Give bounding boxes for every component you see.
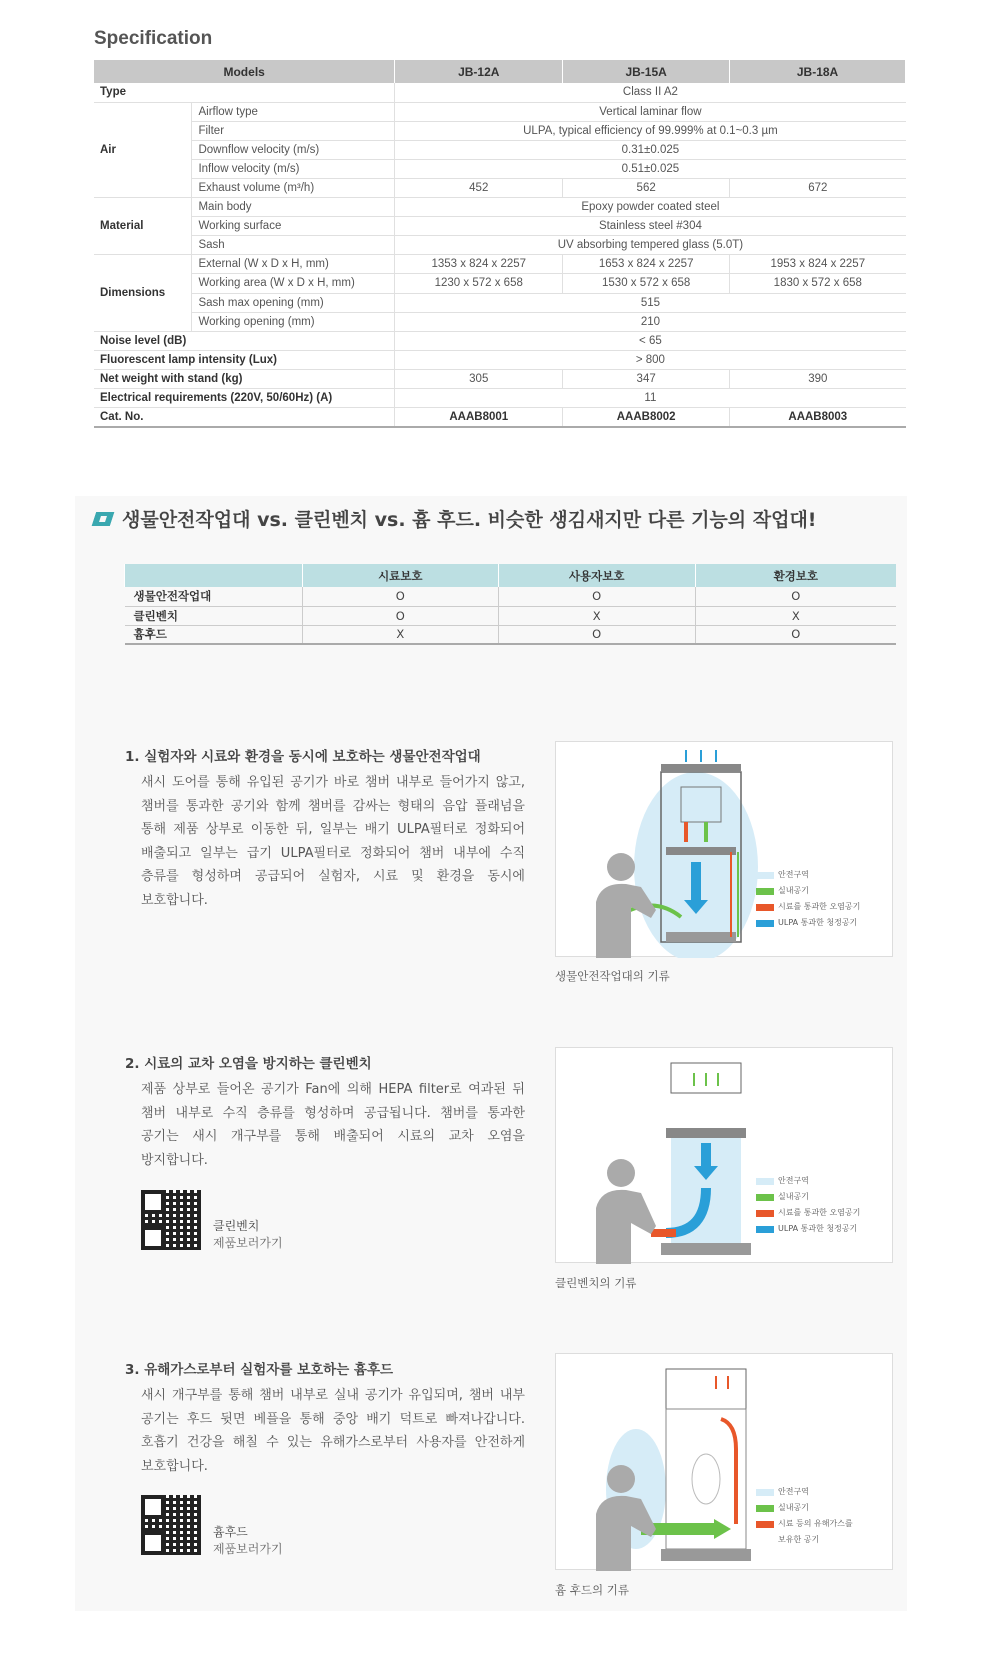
row-value: 1530 x 572 x 658 xyxy=(563,274,730,293)
row-label: Working surface xyxy=(192,217,395,236)
row-value: 1653 x 824 x 2257 xyxy=(563,255,730,274)
room-air-arrow-icon xyxy=(756,1194,774,1201)
group-label: Dimensions xyxy=(94,255,192,331)
row-label: Net weight with stand (kg) xyxy=(94,369,395,388)
section-title: 2. 시료의 교차 오염을 방지하는 클린벤치 xyxy=(125,1056,372,1072)
row-label: Airflow type xyxy=(192,102,395,121)
section-fume-hood xyxy=(125,1358,525,1478)
section-title: 3. 유해가스로부터 실험자를 보호하는 흄후드 xyxy=(125,1362,394,1378)
row-value: > 800 xyxy=(395,350,906,369)
row-value: Vertical laminar flow xyxy=(395,102,906,121)
row-label: Inflow velocity (m/s) xyxy=(192,159,395,178)
bsc-airflow-diagram xyxy=(555,741,893,957)
section-bsc xyxy=(125,745,525,912)
row-value: Class II A2 xyxy=(395,83,906,102)
header-model-2: JB-15A xyxy=(563,60,730,83)
comparison-table xyxy=(124,564,896,645)
section-marker-icon xyxy=(92,512,115,526)
row-value: 11 xyxy=(395,389,906,408)
legend-item xyxy=(756,1516,853,1532)
fume-hood-product-link[interactable] xyxy=(213,1524,283,1558)
row-label: Fluorescent lamp intensity (Lux) xyxy=(94,350,395,369)
section-body: 제품 상부로 들어온 공기가 Fan에 의해 HEPA filter로 여과된 뒤 챔버 내부로 수직 층류를 형성하며 공급됩니다. 챔버를 통과한 공기는 새시 개구부를 통해 배출되어 시료의 교차 오염을 방지합니다. xyxy=(141,1082,525,1168)
row-label: Exhaust volume (m³/h) xyxy=(192,178,395,197)
row-value: 1353 x 824 x 2257 xyxy=(395,255,563,274)
cmp-cell: O xyxy=(498,625,695,644)
contaminated-air-arrow-icon xyxy=(756,904,774,911)
contaminated-air-arrow-icon xyxy=(756,1210,774,1217)
header-model-1: JB-12A xyxy=(395,60,563,83)
legend-label: 실내공기 xyxy=(778,1192,809,1201)
safe-zone-swatch-icon xyxy=(756,1489,774,1496)
clean-air-arrow-icon xyxy=(756,920,774,927)
figure-caption: 생물안전작업대의 기류 xyxy=(555,969,670,983)
legend-item xyxy=(756,1205,860,1221)
legend-item xyxy=(756,883,860,899)
legend-label: 실내공기 xyxy=(778,886,809,895)
cat-no-value: AAAB8003 xyxy=(730,408,906,427)
row-value: < 65 xyxy=(395,331,906,350)
legend-label: 실내공기 xyxy=(778,1503,809,1512)
cat-no-value: AAAB8001 xyxy=(395,408,563,427)
legend-label: 보유한 공기 xyxy=(778,1535,820,1544)
cmp-header-blank xyxy=(125,564,303,587)
qr-code-icon[interactable] xyxy=(141,1495,201,1555)
legend-label: 안전구역 xyxy=(778,1487,809,1496)
legend-item xyxy=(756,1221,860,1237)
row-label: Sash max opening (mm) xyxy=(192,293,395,312)
safe-zone-swatch-icon xyxy=(756,872,774,879)
legend-label: 안전구역 xyxy=(778,1176,809,1185)
clean-air-arrow-icon xyxy=(756,1226,774,1233)
qr-subtitle: 제품보러가기 xyxy=(213,1542,283,1556)
row-value: 562 xyxy=(563,178,730,197)
section-title: 1. 실험자와 시료와 환경을 동시에 보호하는 생물안전작업대 xyxy=(125,749,481,765)
row-label: Type xyxy=(94,83,395,102)
row-value: 0.31±0.025 xyxy=(395,140,906,159)
cmp-cell: X xyxy=(498,606,695,625)
row-label: Main body xyxy=(192,198,395,217)
legend-label: 시료를 통과한 오염공기 xyxy=(778,902,861,911)
cmp-cell: X xyxy=(695,606,896,625)
legend-label: 안전구역 xyxy=(778,870,809,879)
row-value: Epoxy powder coated steel xyxy=(395,198,906,217)
row-label: Electrical requirements (220V, 50/60Hz) (A) xyxy=(94,389,395,408)
legend-item xyxy=(756,1189,860,1205)
legend-label: ULPA 통과한 청정공기 xyxy=(778,1224,858,1233)
cmp-cell: O xyxy=(695,625,896,644)
cmp-cell: O xyxy=(695,587,896,606)
row-value: UV absorbing tempered glass (5.0T) xyxy=(395,236,906,255)
row-value: 515 xyxy=(395,293,906,312)
fume-hood-legend xyxy=(756,1484,853,1548)
figure-caption: 클린벤치의 기류 xyxy=(555,1276,637,1290)
cmp-cell: O xyxy=(302,606,498,625)
cat-no-value: AAAB8002 xyxy=(563,408,730,427)
cmp-header: 시료보호 xyxy=(302,564,498,587)
table-row xyxy=(125,606,897,625)
row-value: ULPA, typical efficiency of 99.999% at 0.1~0.3 µm xyxy=(395,121,906,140)
cmp-row-label: 흄후드 xyxy=(125,625,303,644)
header-models: Models xyxy=(94,60,395,83)
room-air-arrow-icon xyxy=(756,888,774,895)
cmp-cell: O xyxy=(302,587,498,606)
cmp-cell: X xyxy=(302,625,498,644)
room-air-arrow-icon xyxy=(756,1505,774,1512)
row-label: Noise level (dB) xyxy=(94,331,395,350)
row-value: 210 xyxy=(395,312,906,331)
row-label: Cat. No. xyxy=(94,408,395,427)
section-body: 새시 개구부를 통해 챔버 내부로 실내 공기가 유입되며, 챔버 내부 공기는 후드 뒷면 베플을 통해 중앙 배기 덕트로 빠져나갑니다. 호흡기 건강을 해칠 수 있는 유해가스로부터 사용자를 안전하게 보호합니다. xyxy=(141,1388,525,1474)
row-label: Sash xyxy=(192,236,395,255)
figure-caption: 흄 후드의 기류 xyxy=(555,1583,629,1597)
legend-item xyxy=(756,1500,853,1516)
row-value: 390 xyxy=(730,369,906,388)
row-value: 347 xyxy=(563,369,730,388)
row-value: 452 xyxy=(395,178,563,197)
qr-title: 클린벤치 xyxy=(213,1219,260,1233)
fume-hood-airflow-diagram xyxy=(555,1353,893,1570)
clean-bench-legend xyxy=(756,1173,860,1237)
legend-item xyxy=(756,1532,853,1548)
legend-item xyxy=(756,1484,853,1500)
qr-title: 흄후드 xyxy=(213,1525,248,1539)
cmp-row-label: 클린벤치 xyxy=(125,606,303,625)
row-value: 305 xyxy=(395,369,563,388)
cmp-row-label: 생물안전작업대 xyxy=(125,587,303,606)
section-clean-bench xyxy=(125,1052,525,1172)
comparison-headline xyxy=(94,505,816,532)
group-label: Material xyxy=(94,198,192,255)
row-label: Downflow velocity (m/s) xyxy=(192,140,395,159)
cmp-header: 환경보호 xyxy=(695,564,896,587)
legend-item xyxy=(756,915,860,931)
cmp-cell: O xyxy=(498,587,695,606)
legend-item xyxy=(756,1173,860,1189)
safe-zone-swatch-icon xyxy=(756,1178,774,1185)
row-label: External (W x D x H, mm) xyxy=(192,255,395,274)
qr-subtitle: 제품보러가기 xyxy=(213,1236,283,1250)
row-label: Working area (W x D x H, mm) xyxy=(192,274,395,293)
cmp-header: 사용자보호 xyxy=(498,564,695,587)
spec-table xyxy=(94,60,906,428)
header-model-3: JB-18A xyxy=(730,60,906,83)
legend-label: ULPA 통과한 청정공기 xyxy=(778,918,858,927)
row-value: Stainless steel #304 xyxy=(395,217,906,236)
clean-bench-product-link[interactable] xyxy=(213,1218,283,1252)
spec-title: Specification xyxy=(94,28,213,49)
row-label: Filter xyxy=(192,121,395,140)
row-value: 1953 x 824 x 2257 xyxy=(730,255,906,274)
headline-text: 생물안전작업대 vs. 클린벤치 vs. 흄 후드. 비슷한 생김새지만 다른 기능의 작업대! xyxy=(122,509,817,531)
table-row xyxy=(125,625,897,644)
row-value: 1230 x 572 x 658 xyxy=(395,274,563,293)
row-value: 0.51±0.025 xyxy=(395,159,906,178)
group-label: Air xyxy=(94,102,192,197)
row-value: 1830 x 572 x 658 xyxy=(730,274,906,293)
legend-label: 시료 등의 유해가스를 xyxy=(778,1519,853,1528)
legend-spacer xyxy=(756,1537,774,1544)
legend-item xyxy=(756,867,860,883)
hazardous-air-arrow-icon xyxy=(756,1521,774,1528)
row-label: Working opening (mm) xyxy=(192,312,395,331)
section-body: 새시 도어를 통해 유입된 공기가 바로 챔버 내부로 들어가지 않고, 챔버를 통과한 공기와 함께 챔버를 감싸는 형태의 음압 플래넘을 통해 제품 상부로 이동한 뒤, 일부는 배기 ULPA필터로 정화되어 배출되고 일부는 급기 ULPA필터로 정화되어 챔버 내부에 수직 층류를 형성하며 공급되어 실험자, 시료 및 환경을 동시에 보호합니다. xyxy=(141,775,525,908)
table-row xyxy=(125,587,897,606)
qr-code-icon[interactable] xyxy=(141,1190,201,1250)
clean-bench-airflow-diagram xyxy=(555,1047,893,1263)
legend-label: 시료를 통과한 오염공기 xyxy=(778,1208,861,1217)
legend-item xyxy=(756,899,860,915)
row-value: 672 xyxy=(730,178,906,197)
bsc-legend xyxy=(756,867,860,931)
